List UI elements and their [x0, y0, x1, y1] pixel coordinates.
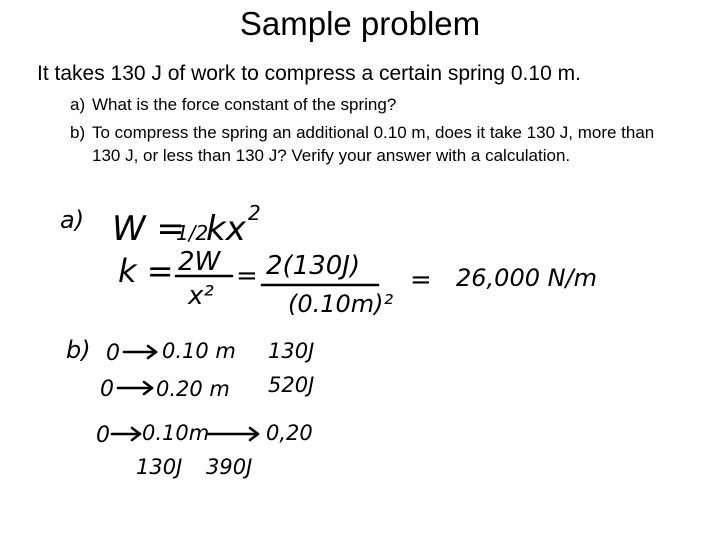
row3-end: 0.10m	[142, 421, 210, 445]
part-a-label: a)	[60, 206, 85, 234]
slide-title: Sample problem	[239, 5, 481, 42]
row1-start: 0	[106, 341, 120, 366]
spring-constant-result: 26,000 N/m	[456, 264, 598, 292]
row2-energy: 520J	[268, 373, 315, 397]
bottom-left-value: 130J	[136, 455, 183, 479]
kx-exponent: 2	[248, 201, 261, 225]
question-b-marker: b)	[70, 123, 86, 142]
denominator-value: (0.10m)²	[288, 290, 394, 318]
row3-energy: 0,20	[266, 421, 313, 445]
work-lhs: W =	[112, 209, 185, 249]
k-lhs: k =	[118, 252, 174, 290]
half-fraction: 1/2	[176, 221, 209, 245]
numerator-2w: 2W	[178, 247, 221, 277]
row2-end: 0.20 m	[156, 377, 230, 401]
row3-start: 0	[96, 423, 110, 448]
kx-term: kx	[206, 209, 246, 249]
question-b-text: To compress the spring an additional 0.10 m, does it take 130 J, more than 130 J, or less than 130 J? Verify your answer with a calculation.	[92, 123, 655, 165]
problem-statement: It takes 130 J of work to compress a certain spring 0.10 m.	[37, 62, 581, 85]
part-b-label: b)	[66, 336, 91, 364]
row1-energy: 130J	[268, 339, 315, 363]
approx-equals: =	[410, 265, 432, 295]
numerator-value: 2(130J)	[266, 251, 361, 281]
row2-start: 0	[100, 377, 114, 402]
row1-end: 0.10 m	[162, 339, 236, 363]
bottom-right-value: 390J	[206, 455, 253, 479]
question-a-marker: a)	[70, 95, 86, 114]
denominator-x2: x²	[188, 281, 214, 311]
question-a-text: What is the force constant of the spring?	[92, 95, 397, 114]
equals-sign: =	[236, 261, 258, 291]
